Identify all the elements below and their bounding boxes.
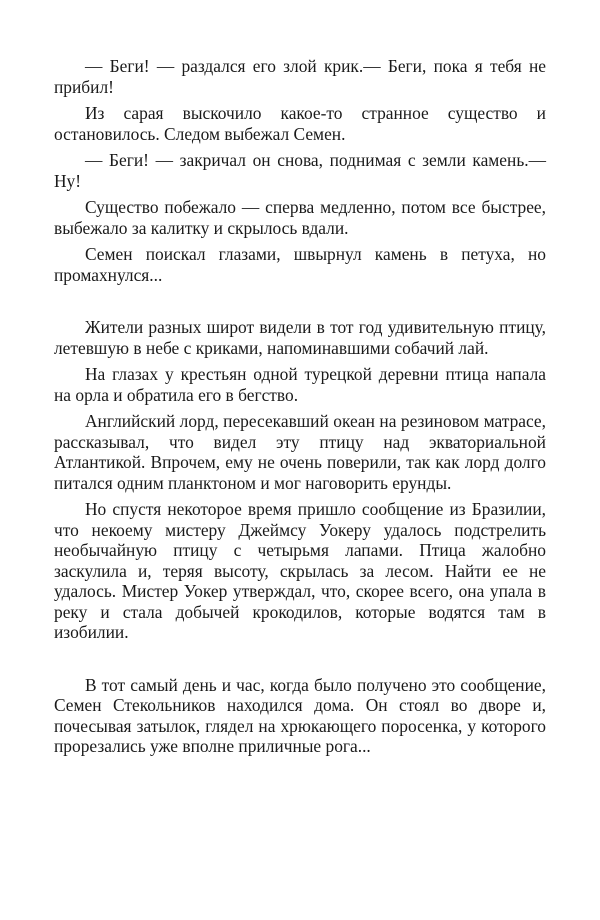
text-section-3 [54, 675, 546, 757]
text-section-2 [54, 317, 546, 643]
paragraph: В тот самый день и час, когда было получено это сообщение, Семен Стекольников находился дома. Он стоял во дворе и, почесывая затылок, глядел на хрюкающего поросенка, у которого прорезались уже вполне приличные рога... [54, 674, 546, 756]
paragraph: На глазах у крестьян одной турецкой деревни птица напала на орла и обратила его в бегство. [54, 364, 546, 405]
paragraph: Существо побежало — сперва медленно, потом все быстрее, выбежало за калитку и скрылось вдали. [54, 197, 546, 238]
paragraph: Из сарая выскочило какое-то странное существо и остановилось. Следом выбежал Семен. [54, 103, 546, 144]
text-section-1 [54, 56, 546, 285]
book-page [54, 56, 546, 763]
paragraph: Английский лорд, пересекавший океан на резиновом матрасе, рассказывал, что видел эту птицу над экваториальной Атлантикой. Впрочем, ему не очень поверили, так как лорд долго питался одним планктоном и мог наговорить ерунды. [54, 411, 546, 493]
paragraph: — Беги! — раздался его злой крик.— Беги, пока я тебя не прибил! [54, 56, 546, 97]
paragraph: Семен поискал глазами, швырнул камень в петуха, но промахнулся... [54, 244, 546, 285]
paragraph: — Беги! — закричал он снова, поднимая с земли камень.— Ну! [54, 150, 546, 191]
paragraph: Жители разных широт видели в тот год удивительную птицу, летевшую в небе с криками, напоминавшими собачий лай. [54, 317, 546, 358]
paragraph: Но спустя некоторое время пришло сообщение из Бразилии, что некоему мистеру Джеймсу Уокеру удалось подстрелить необычайную птицу с четырьмя лапами. Птица жалобно заскулила и, теряя высоту, скрылась за лесом. Найти ее не удалось. Мистер Уокер утверждал, что, скорее всего, она упала в реку и стала добычей крокодилов, которые водятся там в изобилии. [54, 499, 546, 642]
